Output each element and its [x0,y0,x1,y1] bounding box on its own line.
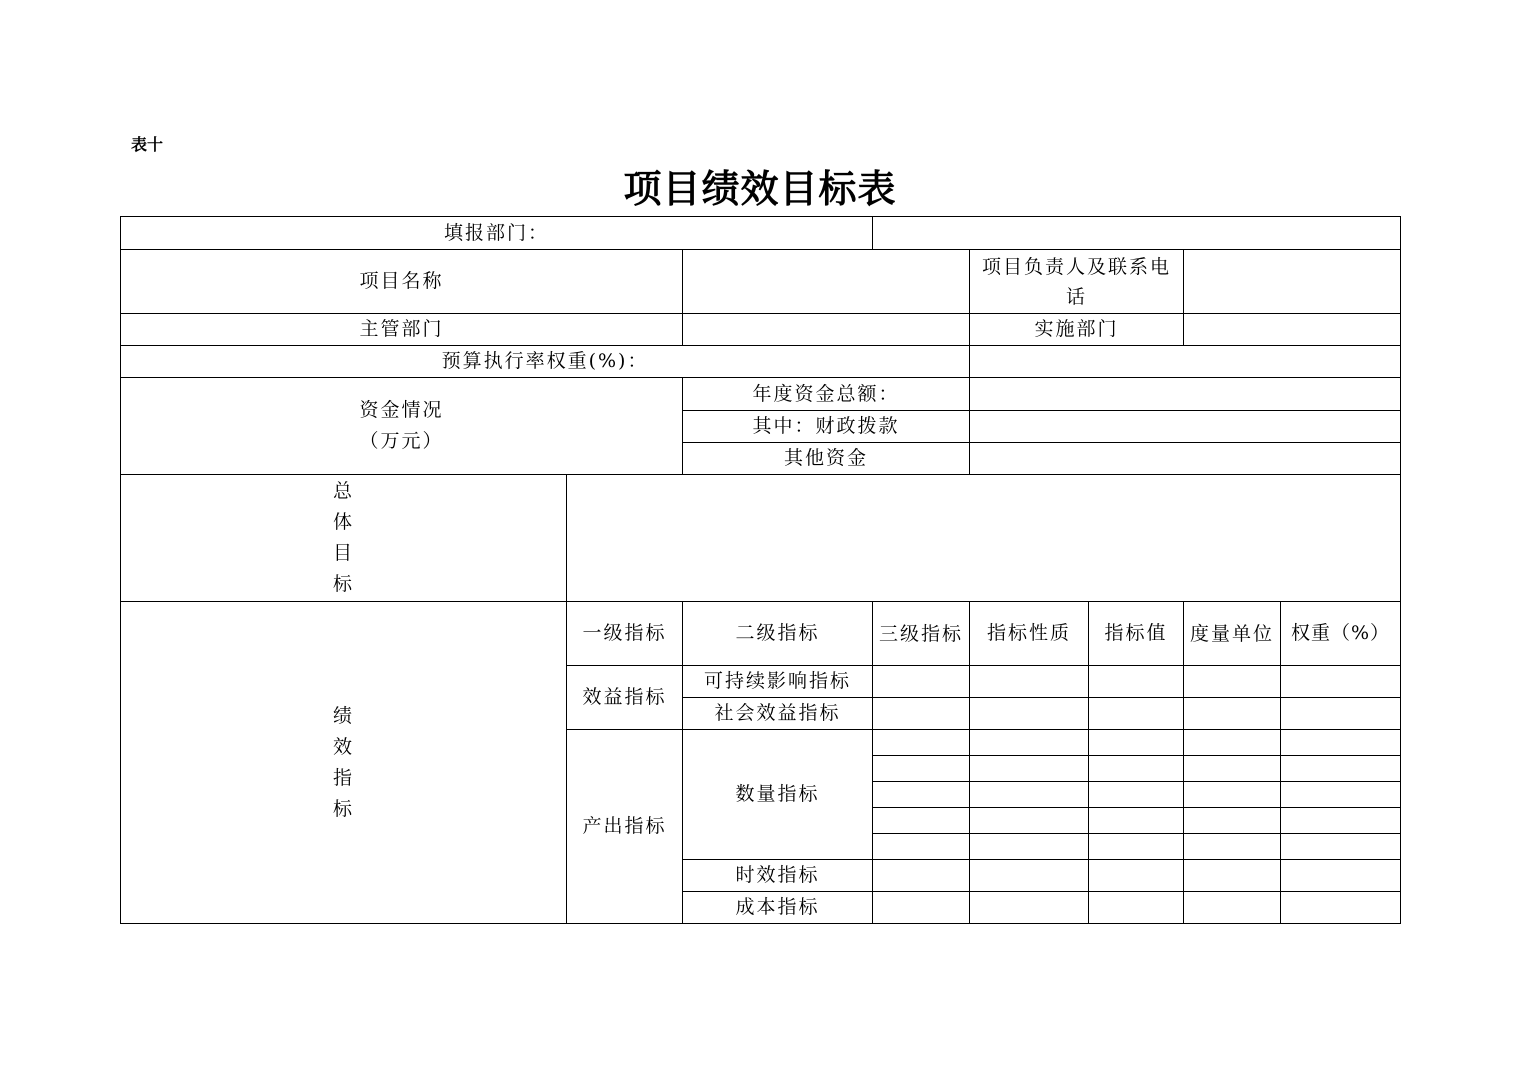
cell[interactable] [1281,756,1401,782]
table-row [121,378,1401,411]
cell[interactable] [873,782,970,808]
cell[interactable] [970,892,1089,924]
overall-goal-text: 总体目标 [332,480,354,595]
social-indicator-label: 社会效益指标 [683,698,873,730]
cost-indicator-label: 成本指标 [683,892,873,924]
header-value: 指标值 [1089,602,1184,666]
cell[interactable] [1281,860,1401,892]
cell[interactable] [1184,892,1281,924]
filling-dept-label: 填报部门： [121,217,873,250]
header-nature: 指标性质 [970,602,1089,666]
fiscal-label: 其中：财政拨款 [683,411,970,443]
cell[interactable] [873,698,970,730]
project-leader-value[interactable] [1184,250,1401,314]
cell[interactable] [1184,834,1281,860]
funding-title: 资金情况 [359,399,444,421]
cell[interactable] [873,860,970,892]
cell[interactable] [1281,808,1401,834]
other-funds-value[interactable] [970,443,1401,475]
cell[interactable] [1089,860,1184,892]
implementing-dept-label: 实施部门 [970,314,1184,346]
cell[interactable] [1184,730,1281,756]
header-level1: 一级指标 [567,602,683,666]
cell[interactable] [970,666,1089,698]
cell[interactable] [1089,698,1184,730]
table-row [121,346,1401,378]
cell[interactable] [873,834,970,860]
annual-total-label: 年度资金总额： [683,378,970,411]
project-leader-label: 项目负责人及联系电话 [970,250,1184,314]
funding-label [121,378,683,475]
sustainable-indicator-label: 可持续影响指标 [683,666,873,698]
cell[interactable] [1184,860,1281,892]
cell[interactable] [970,730,1089,756]
cell[interactable] [1089,808,1184,834]
overall-goal-label [121,475,567,602]
timeliness-indicator-label: 时效指标 [683,860,873,892]
table-row [121,250,1401,314]
cell[interactable] [970,782,1089,808]
benefit-indicator-label: 效益指标 [567,666,683,730]
other-funds-label: 其他资金 [683,443,970,475]
cell[interactable] [1089,666,1184,698]
table-row [121,602,1401,666]
header-level3: 三级指标 [873,602,970,666]
table-row [121,314,1401,346]
budget-weight-value[interactable] [970,346,1401,378]
cell[interactable] [1184,808,1281,834]
cell[interactable] [970,808,1089,834]
perf-indicators-text: 绩效指标 [332,704,354,820]
header-weight: 权重（%） [1281,602,1401,666]
table-row [121,217,1401,250]
cell[interactable] [873,666,970,698]
fiscal-value[interactable] [970,411,1401,443]
cell[interactable] [970,834,1089,860]
cell[interactable] [1184,698,1281,730]
project-name-value[interactable] [683,250,970,314]
budget-weight-label: 预算执行率权重(%)： [121,346,970,378]
page-title: 项目绩效目标表 [623,166,897,211]
cell[interactable] [970,860,1089,892]
cell[interactable] [873,756,970,782]
perf-indicators-label [121,602,567,924]
performance-goal-table [120,216,1401,924]
cell[interactable] [873,892,970,924]
implementing-dept-value[interactable] [1184,314,1401,346]
overall-goal-value[interactable] [567,475,1401,602]
cell[interactable] [1089,782,1184,808]
supervising-dept-value[interactable] [683,314,970,346]
cell[interactable] [1089,834,1184,860]
project-name-label: 项目名称 [121,250,683,314]
cell[interactable] [1089,730,1184,756]
supervising-dept-label: 主管部门 [121,314,683,346]
cell[interactable] [1184,782,1281,808]
header-unit: 度量单位 [1184,602,1281,666]
cell[interactable] [1281,892,1401,924]
output-indicator-label: 产出指标 [567,730,683,924]
cell[interactable] [1281,834,1401,860]
cell[interactable] [970,698,1089,730]
cell[interactable] [1089,892,1184,924]
cell[interactable] [970,756,1089,782]
cell[interactable] [1281,730,1401,756]
header-level2: 二级指标 [683,602,873,666]
table-row [121,475,1401,602]
cell[interactable] [1281,698,1401,730]
cell[interactable] [873,808,970,834]
quantity-indicator-label: 数量指标 [683,730,873,860]
table-number: 表十 [131,135,164,154]
annual-total-value[interactable] [970,378,1401,411]
cell[interactable] [1184,756,1281,782]
funding-unit: （万元） [359,430,444,452]
cell[interactable] [1184,666,1281,698]
cell[interactable] [1281,782,1401,808]
filling-dept-value[interactable] [873,217,1401,250]
cell[interactable] [873,730,970,756]
cell[interactable] [1281,666,1401,698]
cell[interactable] [1089,756,1184,782]
